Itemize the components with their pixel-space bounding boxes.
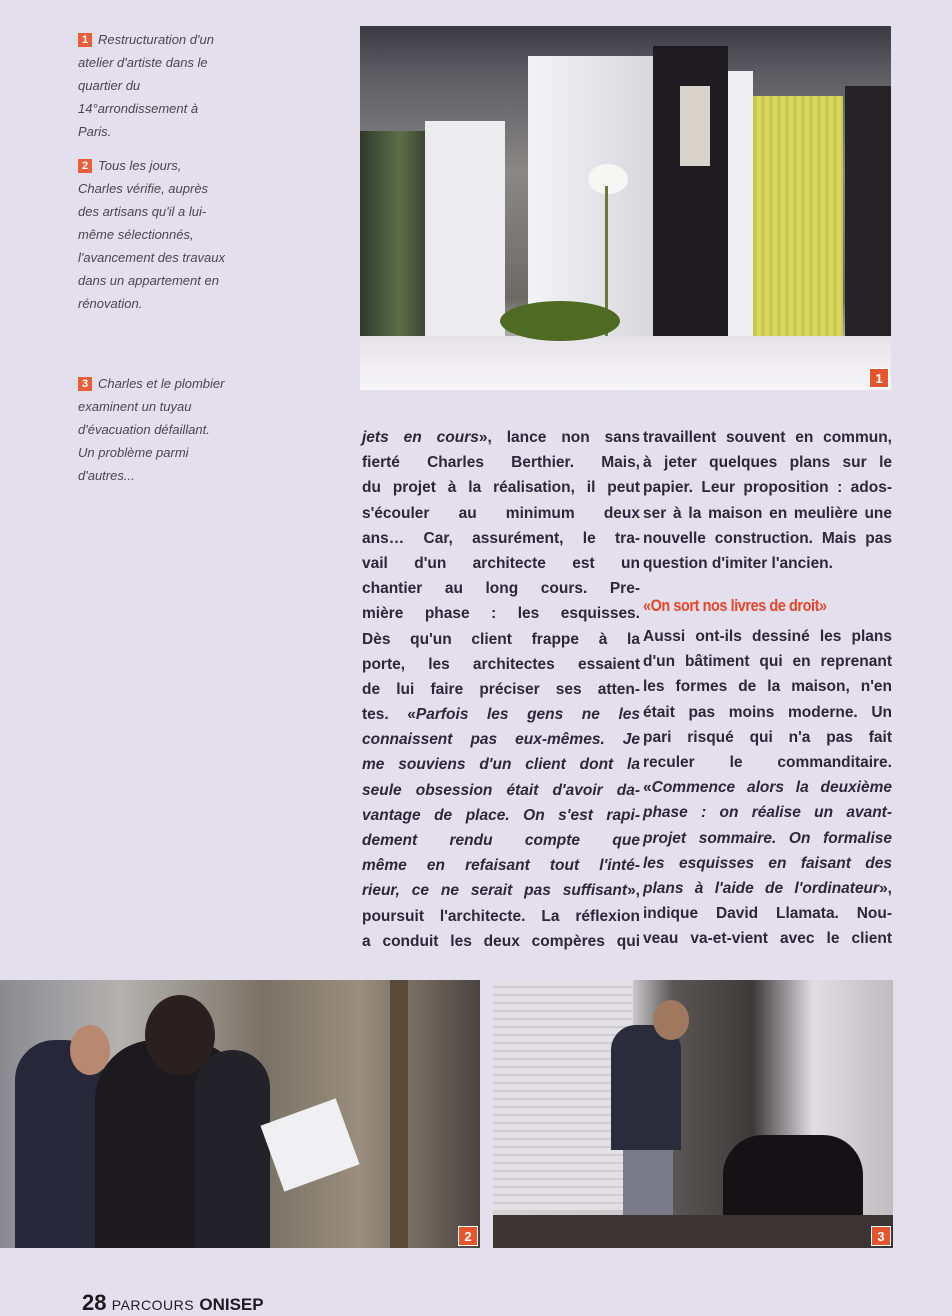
article-line [362,929,640,954]
article-line [643,725,892,750]
body-text: à jeter quelques plans sur le [643,454,892,472]
photo-plumber-inspection [493,980,893,1248]
caption-number-badge: 2 [78,159,92,173]
article-line [643,425,892,450]
caption-number-badge: 1 [78,33,92,47]
quote-text: me souviens d'un client dont la [362,756,640,774]
body-text: indique David Llamata. Nou- [643,905,892,923]
article-line [362,601,640,626]
article-line [643,450,892,475]
body-text: question d'imiter l'ancien. [643,554,833,572]
body-text: », [627,882,640,900]
quote-text: phase : on réalise un avant- [643,804,892,822]
magazine-publisher: ONISEP [199,1295,264,1314]
photo-architect-with-artisans [0,980,480,1248]
article-line [643,526,892,551]
article-line [643,876,892,901]
article-column-2-bottom [643,624,892,951]
section-heading: «On sort nos livres de droit» [643,596,827,615]
article-line [362,904,640,929]
body-text: papier. Leur proposition : ados- [643,479,892,497]
body-text: porte, les architectes essaient [362,655,640,673]
quote-text: Commence alors la deuxième [651,779,892,797]
quote-text: Parfois les gens ne les [415,706,640,724]
article-line [362,551,640,576]
article-line [362,803,640,828]
article-line [362,752,640,777]
article-line [643,851,892,876]
quote-text: projet sommaire. On formalise [643,829,892,847]
article-line [643,750,892,775]
article-line [362,475,640,500]
caption-1 [78,28,228,143]
photo-number-badge: 3 [871,1226,891,1246]
article-line [643,674,892,699]
body-text: fierté Charles Berthier. Mais, [362,454,640,472]
article-line [362,526,640,551]
photo-atelier-interior [360,26,891,390]
body-text: « [643,779,652,797]
body-text: Aussi ont-ils dessiné les plans [643,628,892,645]
article-line [362,677,640,702]
article-line [643,800,892,825]
photo-number-badge: 1 [869,368,889,388]
body-text: pari risqué qui n'a pas fait [643,728,892,746]
body-text: du projet à la réalisation, il peut [362,479,640,497]
article-line [362,878,640,903]
body-text: a conduit les deux compères qui [362,932,640,950]
body-text: s'écouler au minimum deux [362,504,640,522]
article-line [643,826,892,851]
article-line [362,853,640,878]
article-line [362,702,640,727]
caption-text: Charles et le plombier examinent un tuyau d'évacuation défaillant. Un problème parmi d'autres... [78,376,225,483]
body-text: travaillent souvent en commun, [643,429,892,446]
quote-text: connaissent pas eux-mêmes. Je [362,731,640,749]
article-line [362,450,640,475]
caption-number-badge: 3 [78,377,92,391]
body-text: nouvelle construction. Mais pas [643,529,892,547]
photo-number-badge: 2 [458,1226,478,1246]
article-line [643,901,892,926]
body-text: », lance non sans [478,429,640,446]
body-text: Dès qu'un client frappe à la [362,630,640,648]
body-text: reculer le commanditaire. [643,753,892,771]
body-text: de lui faire préciser ses atten- [362,680,640,698]
body-text: », [879,879,892,897]
article-line [362,576,640,601]
body-text: ser à la maison en meulière une [643,504,892,522]
article-line [643,624,892,649]
article-line [643,551,892,576]
body-text: chantier au long cours. Pre- [362,580,640,598]
magazine-name: PARCOURS [111,1297,195,1313]
article-line [362,501,640,526]
caption-text: Tous les jours, Charles vérifie, auprès des artisans qu'il a lui-même sélectionnés, l'avancement des travaux dans un appartement en rénovation. [78,158,226,311]
caption-3 [78,372,228,487]
body-text: était pas moins moderne. Un [643,703,892,721]
body-text: les formes de la maison, n'en [643,678,892,696]
page-number: 28 [82,1290,107,1315]
article-line [362,425,640,450]
quote-text: les esquisses en faisant des [643,854,892,872]
caption-2 [78,154,228,315]
article-line [362,727,640,752]
article-line [643,501,892,526]
article-line [362,652,640,677]
body-text: poursuit l'architecte. La réflexion [362,907,640,925]
article-column-2-top [643,425,892,576]
article-column-1 [362,425,640,954]
quote-text: seule obsession était d'avoir da- [362,781,640,799]
article-line [362,828,640,853]
quote-text: rieur, ce ne serait pas suffisant [362,882,628,900]
quote-text: même en refaisant tout l'inté- [362,857,640,875]
article-line [643,475,892,500]
quote-text: plans à l'aide de l'ordinateur [643,879,880,897]
body-text: ans… Car, assurément, le tra- [362,529,640,547]
article-line [643,926,892,951]
caption-text: Restructuration d'un atelier d'artiste dans le quartier du 14°arrondissement à Paris. [78,32,214,139]
article-line [362,778,640,803]
body-text: mière phase : les esquisses. [362,605,640,623]
body-text: tes. « [362,706,416,724]
quote-text: dement rendu compte que [362,832,640,849]
quote-text: vantage de place. On s'est rapi- [362,806,640,824]
page-footer [82,1290,264,1316]
body-text: veau va-et-vient avec le client [643,930,892,948]
body-text: vail d'un architecte est un [362,554,640,572]
article-line [643,700,892,725]
article-line [643,775,892,800]
quote-text: jets en cours [362,429,479,446]
article-line [362,627,640,652]
article-line [643,649,892,674]
body-text: d'un bâtiment qui en reprenant [643,653,892,671]
